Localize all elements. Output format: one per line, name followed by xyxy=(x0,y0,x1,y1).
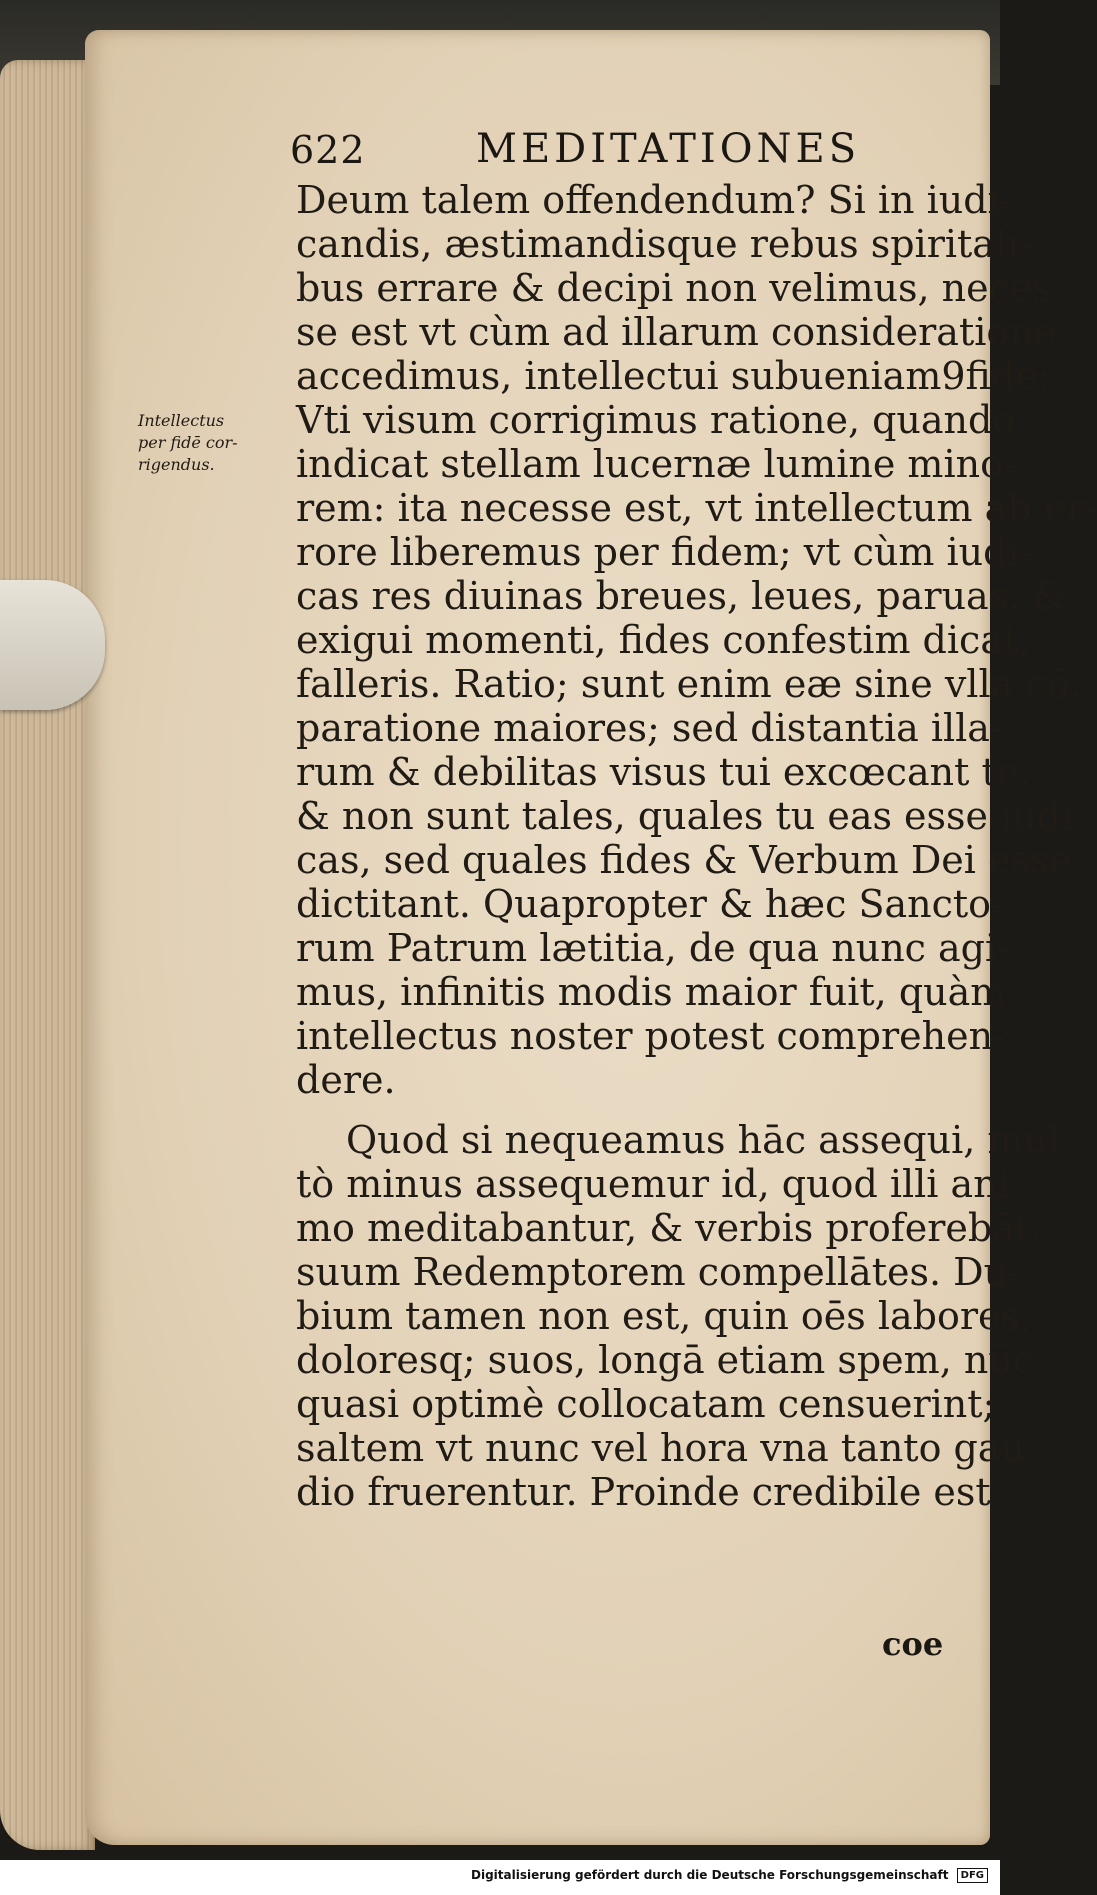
text-line: rum & debilitas visus tui excœcant te, xyxy=(296,750,1032,794)
text-line: Quod si nequeamus hāc assequi, mul xyxy=(346,1118,1061,1162)
bookmark-tab xyxy=(0,580,105,710)
text-line: mus, infinitis modis maior fuit, quàm xyxy=(296,970,1007,1014)
text-line: cas, sed quales fides & Verbum Dei esse xyxy=(296,838,1072,882)
running-title: MEDITATIONES xyxy=(476,126,861,172)
text-line: bium tamen non est, quin oēs labores, xyxy=(296,1294,1033,1338)
page-edges xyxy=(0,60,95,1850)
text-line: quasi optimè collocatam censuerint; xyxy=(296,1382,996,1426)
text-line: & non sunt tales, quales tu eas esse iudi- xyxy=(296,794,1087,838)
text-line: rum Patrum lætitia, de qua nunc agi- xyxy=(296,926,1011,970)
margin-note-line: per fidē cor- xyxy=(138,433,238,452)
footer-credit xyxy=(471,1868,988,1883)
text-line: mo meditabantur, & verbis proferebāt, xyxy=(296,1206,1043,1250)
text-line: dictitant. Quapropter & hæc Sancto- xyxy=(296,882,1004,926)
text-line: intellectus noster potest comprehen- xyxy=(296,1014,1006,1058)
text-line: saltem vt nunc vel hora vna tanto gau- xyxy=(296,1426,1038,1470)
text-line: accedimus, intellectui subueniam9fide: xyxy=(296,354,1051,398)
text-line: suum Redemptorem compellātes. Du- xyxy=(296,1250,1021,1294)
page-number: 622 xyxy=(290,128,366,172)
text-line: indicat stellam lucernæ lumine mino- xyxy=(296,442,1016,486)
text-line: falleris. Ratio; sunt enim eæ sine vlla cō. xyxy=(296,662,1082,706)
text-line: paratione maiores; sed distantia illa- xyxy=(296,706,1003,750)
text-line: se est vt cùm ad illarum consideratione xyxy=(296,310,1057,354)
text-line: exigui momenti, fides confestim dicat, xyxy=(296,618,1031,662)
dfg-logo: DFG xyxy=(957,1868,988,1883)
text-line: rore liberemus per fidem; vt cùm iudi- xyxy=(296,530,1033,574)
text-line: candis, æstimandisque rebus spiritali- xyxy=(296,222,1033,266)
paragraph-gap xyxy=(296,1102,946,1118)
text-line: cas res diuinas breues, leues, paruas, & xyxy=(296,574,1067,618)
text-line: Vti visum corrigimus ratione, quando xyxy=(296,398,1016,442)
margin-note xyxy=(138,410,288,476)
margin-note-line: Intellectus xyxy=(138,411,225,430)
text-line: dere. xyxy=(296,1058,396,1102)
text-line: bus errare & decipi non velimus, neces xyxy=(296,266,1052,310)
footer-credit-text: Digitalisierung gefördert durch die Deutsche Forschungsgemeinschaft xyxy=(471,1868,949,1882)
margin-note-line: rigendus. xyxy=(138,455,215,474)
text-line: rem: ita necesse est, vt intellectum ab er- xyxy=(296,486,1097,530)
catchword: coe xyxy=(882,1625,944,1663)
text-line: doloresq; suos, longā etiam spem, nūc xyxy=(296,1338,1035,1382)
text-line: dio fruerentur. Proinde credibile est xyxy=(296,1470,991,1514)
body-text xyxy=(296,178,1097,1514)
text-line: Deum talem offendendum? Si in iudi- xyxy=(296,178,1013,222)
text-line: tò minus assequemur id, quod illi ani- xyxy=(296,1162,1023,1206)
